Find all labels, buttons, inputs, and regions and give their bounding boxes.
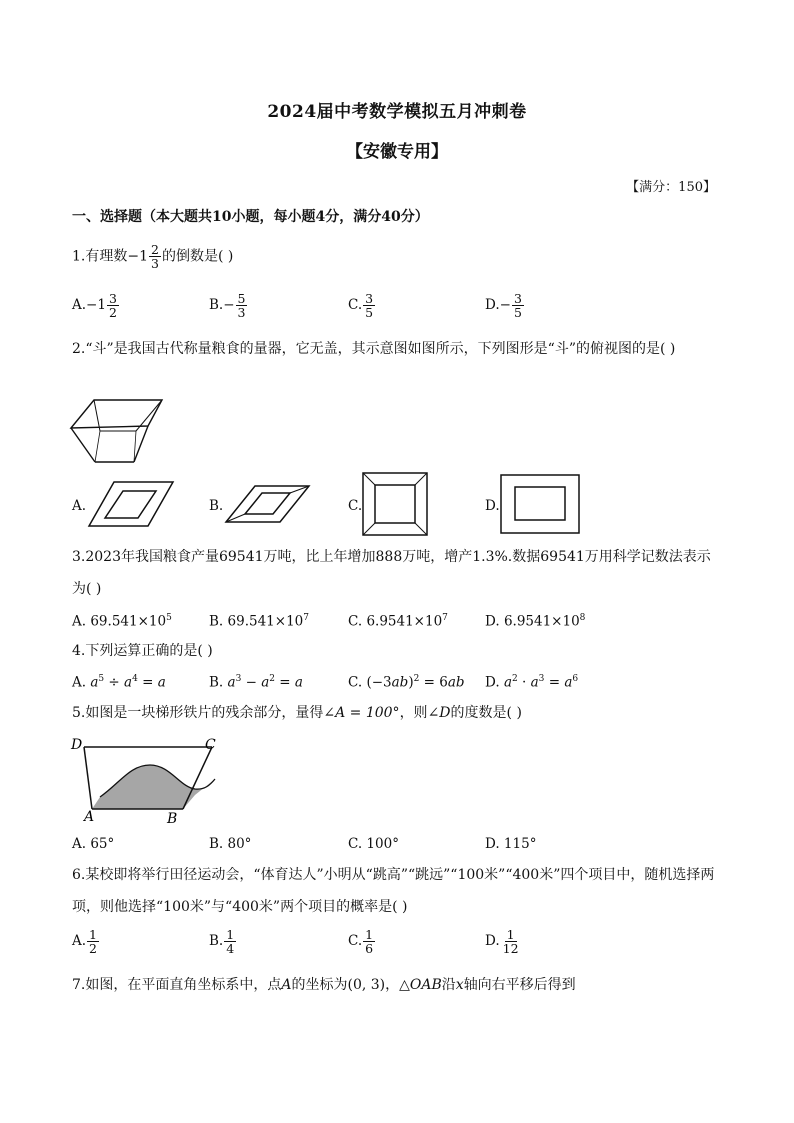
exp: 3 xyxy=(538,674,545,684)
label-a: A xyxy=(84,809,95,825)
op: − xyxy=(241,674,262,691)
q1-frac-den: 3 xyxy=(151,256,159,272)
frac-den: 5 xyxy=(365,305,374,321)
q1-fraction xyxy=(149,243,161,270)
q6-option-c[interactable] xyxy=(348,928,376,955)
frac-num: 3 xyxy=(108,291,117,306)
label-d: D xyxy=(71,737,83,753)
page-title: 2024届中考数学模拟五月冲刺卷 xyxy=(267,102,527,122)
question-3: 3.2023年我国粮食产量69541万吨，比上年增加888万吨，增产1.3%.数据69541万用科学记数法表示为( ) xyxy=(72,549,711,597)
var: a xyxy=(564,674,573,691)
option-label: C. xyxy=(348,613,363,630)
option-label: A. xyxy=(72,933,87,950)
op: = xyxy=(275,674,295,691)
option-a-parallelogram-icon xyxy=(88,480,174,528)
var: a xyxy=(90,674,99,691)
frac-den: 4 xyxy=(226,941,235,957)
q1-suffix: 的倒数是( ) xyxy=(161,248,234,265)
option-d-nested-rect-icon xyxy=(500,474,580,534)
q5-option-a[interactable]: A. 65° xyxy=(72,836,115,852)
option-fraction xyxy=(224,928,236,955)
frac-num: 1 xyxy=(226,927,235,942)
op: = xyxy=(137,674,158,691)
option-sign: − xyxy=(499,297,511,314)
section-heading: 一、选择题（本大题共10小题，每小题4分，满分40分） xyxy=(72,209,429,225)
option-label: B. xyxy=(209,933,224,950)
q2-option-b[interactable]: B. xyxy=(209,498,224,514)
q5-angle-d: ∠D xyxy=(427,705,451,721)
option-label: B. xyxy=(209,297,224,314)
op: = xyxy=(419,674,440,691)
option-fraction xyxy=(363,928,375,955)
q1-option-d[interactable] xyxy=(485,292,525,319)
frac-den: 2 xyxy=(108,305,117,321)
q7-prefix: 7.如图，在平面直角坐标系中，点 xyxy=(72,977,282,993)
question-4: 4.下列运算正确的是( ) xyxy=(72,643,213,659)
frac-den: 6 xyxy=(365,941,374,957)
label-b: B xyxy=(167,811,178,827)
dou-measure-figure xyxy=(70,398,165,466)
q5-suffix: 的度数是( ) xyxy=(450,705,522,721)
frac-num: 3 xyxy=(513,291,522,306)
option-fraction xyxy=(363,292,375,319)
q4-option-c[interactable] xyxy=(348,674,465,691)
q5-option-c[interactable]: C. 100° xyxy=(348,836,399,852)
option-whole: −1 xyxy=(86,297,106,314)
exp: 3 xyxy=(235,674,242,684)
full-score: 【满分：150】 xyxy=(626,180,716,195)
expr: 6 xyxy=(439,674,448,691)
q1-frac-num: 2 xyxy=(151,242,159,257)
op: · xyxy=(517,674,531,691)
option-label: D. xyxy=(485,297,500,314)
option-label: B. xyxy=(209,613,224,630)
option-sign: − xyxy=(223,297,235,314)
var: ab xyxy=(391,674,409,691)
expr: ) xyxy=(408,674,414,691)
var: a xyxy=(294,674,303,691)
question-2: 2.“斗”是我国古代称量粮食的量器，它无盖，其示意图如图所示，下列图形是“斗”的俯视图的是( ) xyxy=(72,341,676,357)
q4-option-d[interactable] xyxy=(485,674,578,691)
q7-comma: ， xyxy=(385,977,400,993)
option-fraction xyxy=(512,292,524,319)
q1-prefix: 1.有理数 xyxy=(72,248,128,265)
q2-option-d[interactable]: D. xyxy=(485,498,500,514)
q2-option-a[interactable]: A. xyxy=(72,498,87,514)
option-label: C. xyxy=(348,674,363,691)
option-fraction xyxy=(501,928,521,955)
var: a xyxy=(261,674,270,691)
option-exp: 7 xyxy=(442,613,448,623)
var: a xyxy=(530,674,539,691)
expr: (−3 xyxy=(366,674,392,691)
option-label: A. xyxy=(72,297,87,314)
option-exp: 8 xyxy=(579,613,586,623)
option-fraction xyxy=(107,292,119,319)
q6-option-d[interactable] xyxy=(485,928,522,955)
exp: 2 xyxy=(512,674,518,684)
frac-num: 5 xyxy=(237,291,246,306)
q1-option-c[interactable] xyxy=(348,292,376,319)
op: ÷ xyxy=(104,674,125,691)
option-label: D. xyxy=(485,933,500,950)
q4-option-b[interactable] xyxy=(209,674,303,691)
q5-prefix: 5.如图是一块梯形铁片的残余部分，量得 xyxy=(72,705,324,721)
frac-den: 2 xyxy=(89,941,97,957)
frac-num: 1 xyxy=(506,927,515,942)
q5-option-b[interactable]: B. 80° xyxy=(209,836,252,852)
option-label: D. xyxy=(485,674,500,691)
trapezoid-figure xyxy=(70,735,230,825)
label-c: C xyxy=(205,737,216,753)
var: a xyxy=(503,674,512,691)
q1-option-b[interactable] xyxy=(209,292,248,319)
q5-angle-a: ∠A = 100° xyxy=(323,705,400,721)
q5-mid: ，则 xyxy=(399,705,428,721)
option-b-parallelogram-icon xyxy=(225,484,310,524)
q1-mixed-whole: −1 xyxy=(127,248,148,265)
exp: 5 xyxy=(98,674,105,684)
q7-triangle: △OAB xyxy=(399,977,442,993)
exp: 4 xyxy=(132,674,138,684)
var: a xyxy=(157,674,166,691)
option-base: 69.541×10 xyxy=(90,613,167,630)
exp: 2 xyxy=(269,674,276,684)
frac-num: 3 xyxy=(365,291,374,306)
q7-mid: 的坐标为 xyxy=(291,977,348,993)
op: = xyxy=(544,674,565,691)
var: a xyxy=(124,674,133,691)
frac-den: 12 xyxy=(502,941,519,957)
option-c-frustum-icon xyxy=(362,472,428,536)
exp: 6 xyxy=(572,674,579,684)
option-base: 6.9541×10 xyxy=(366,613,443,630)
q6-option-b[interactable] xyxy=(209,928,237,955)
option-label: C. xyxy=(348,933,363,950)
exp: 2 xyxy=(413,674,420,684)
option-label: A. xyxy=(72,613,87,630)
option-label: C. xyxy=(348,297,363,314)
option-fraction xyxy=(87,928,99,955)
option-base: 6.9541×10 xyxy=(503,613,580,630)
question-5 xyxy=(72,705,522,722)
q7-suffix: 轴向右平移后得到 xyxy=(463,977,576,993)
q2-option-c[interactable]: C. xyxy=(348,498,363,514)
frac-num: 1 xyxy=(365,927,374,942)
option-base: 69.541×10 xyxy=(227,613,304,630)
q7-axis: x xyxy=(455,977,464,993)
option-fraction xyxy=(236,292,248,319)
option-label: D. xyxy=(485,613,500,630)
q1-option-a[interactable] xyxy=(72,292,120,319)
option-label: B. xyxy=(209,674,224,691)
q7-coord: (0, 3) xyxy=(347,977,386,993)
question-6: 6.某校即将举行田径运动会，“体育达人”小明从“跳高”“跳远”“100米”“400米”四个项目中，随机选择两项，则他选择“100米”与“400米”两个项目的概率是( ) xyxy=(72,867,715,915)
q5-option-d[interactable]: D. 115° xyxy=(485,836,537,852)
option-label: A. xyxy=(72,674,87,691)
frac-den: 5 xyxy=(513,305,522,321)
q3-option-c[interactable] xyxy=(348,613,448,630)
frac-den: 3 xyxy=(237,305,246,321)
question-7 xyxy=(72,977,576,994)
q7-point: A xyxy=(281,977,292,993)
q3-option-b[interactable] xyxy=(209,613,309,630)
page-subtitle: 【安徽专用】 xyxy=(346,142,448,162)
var: a xyxy=(227,674,236,691)
option-exp: 7 xyxy=(303,613,309,623)
q3-option-a[interactable] xyxy=(72,613,172,630)
var: ab xyxy=(447,674,465,691)
frac-num: 1 xyxy=(89,927,97,942)
q7-along: 沿 xyxy=(441,977,456,993)
question-1 xyxy=(72,243,233,270)
q4-option-a[interactable] xyxy=(72,674,166,691)
q3-option-d[interactable] xyxy=(485,613,585,630)
q6-option-a[interactable] xyxy=(72,928,100,955)
option-exp: 5 xyxy=(166,613,172,623)
